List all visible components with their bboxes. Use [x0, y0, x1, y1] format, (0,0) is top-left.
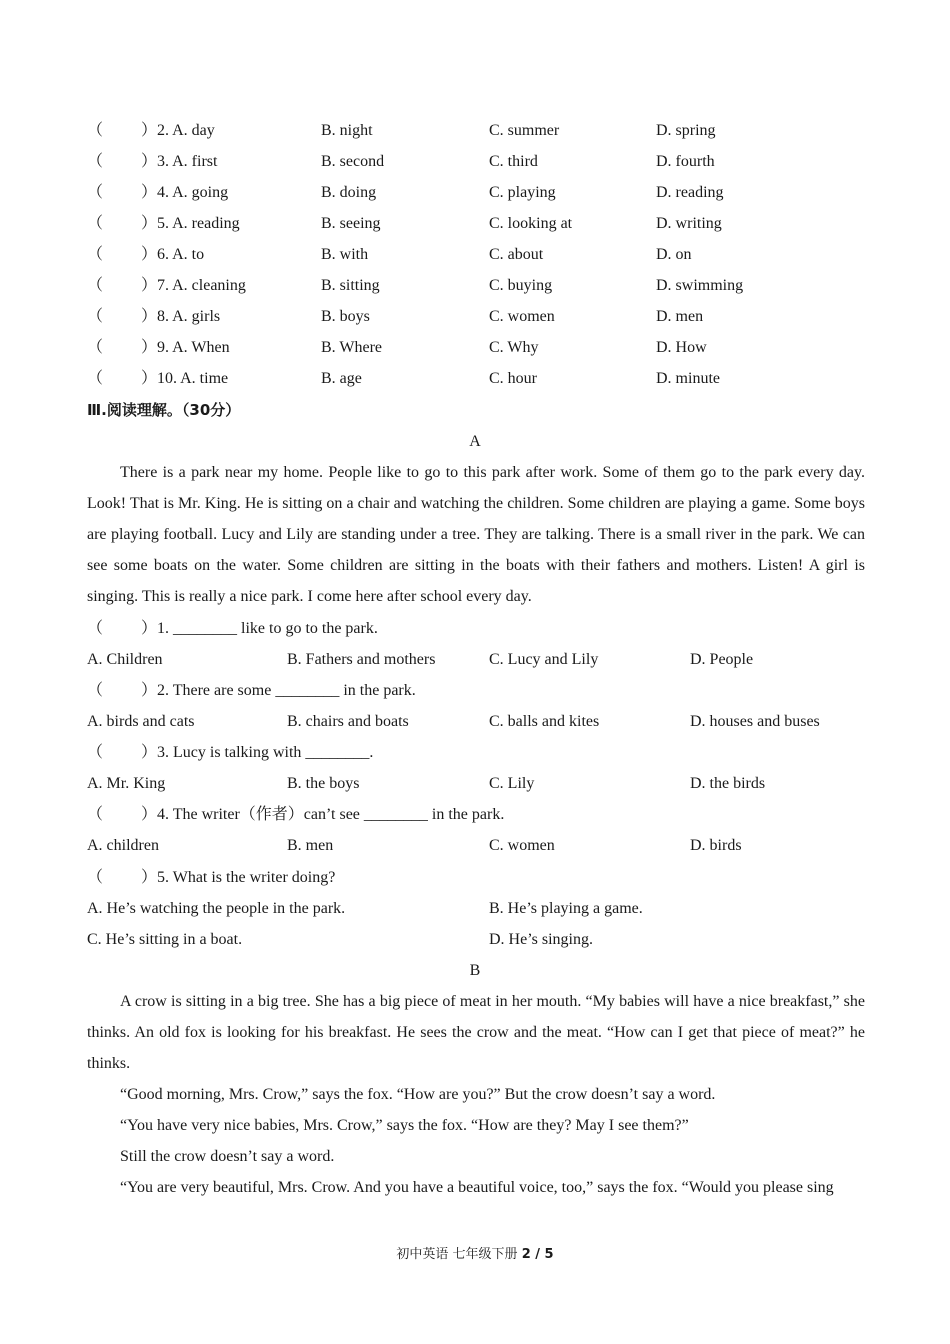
- answer-blank[interactable]: （: [87, 122, 104, 139]
- question-a2-options: [87, 706, 867, 737]
- passage-a-text: There is a park near my home. People like to go to this park after work. Some of them go to the park every day. Look! That is Mr. King. He is sitting on a chair and watching the children. Some children are playing a game. Some boys are playing football. Lucy and Lily are standing under a tree. They are talking. There is a small river in the park. We can see some boats on the water. Some children are sitting in the boats with their fathers and mothers. Listen! A girl is singing. This is really a nice park. I come here after school every day.: [87, 464, 865, 605]
- question-text: ）2. There are some ________ in the park.: [141, 682, 416, 699]
- answer-blank[interactable]: （: [87, 246, 104, 263]
- question-a3-options: [87, 768, 867, 799]
- option-c[interactable]: C. buying: [489, 277, 553, 294]
- option-c[interactable]: C. balls and kites: [489, 713, 600, 730]
- passage-b-paragraph-3: “You have very nice babies, Mrs. Crow,” says the fox. “How are they? May I see them?”: [120, 1117, 689, 1134]
- passage-b-paragraph-5: “You are very beautiful, Mrs. Crow. And you have a beautiful voice, too,” says the fox. “Would you please sing: [120, 1179, 834, 1196]
- question-a5: [87, 862, 867, 893]
- option-d[interactable]: D. He’s singing.: [489, 931, 593, 948]
- question-a5-options-row1: [87, 893, 867, 924]
- option-c[interactable]: C. hour: [489, 370, 537, 387]
- option-b[interactable]: B. age: [321, 370, 362, 387]
- option-b[interactable]: B. the boys: [287, 775, 360, 792]
- passage-b-label: B: [469, 962, 481, 979]
- option-d[interactable]: D. swimming: [656, 277, 744, 294]
- option-b[interactable]: B. Fathers and mothers: [287, 651, 436, 668]
- cloze-row: [87, 239, 867, 270]
- passage-b-paragraph-2: “Good morning, Mrs. Crow,” says the fox. “How are you?” But the crow doesn’t say a word.: [120, 1086, 716, 1103]
- footer-text: 初中英语 七年级下册: [396, 1247, 522, 1262]
- option-d[interactable]: D. on: [656, 246, 692, 263]
- question-text: ）1. ________ like to go to the park.: [141, 620, 378, 637]
- option-b[interactable]: B. second: [321, 153, 385, 170]
- question-a4: [87, 799, 867, 830]
- option-c[interactable]: C. women: [489, 837, 555, 854]
- option-c[interactable]: C. playing: [489, 184, 556, 201]
- cloze-row: [87, 270, 867, 301]
- option-a[interactable]: ）2. A. day: [141, 122, 215, 139]
- question-a1: [87, 613, 867, 644]
- option-a[interactable]: ）8. A. girls: [141, 308, 221, 325]
- option-d[interactable]: D. People: [690, 651, 754, 668]
- option-c[interactable]: C. Lucy and Lily: [489, 651, 599, 668]
- option-a[interactable]: A. birds and cats: [87, 713, 195, 730]
- option-d[interactable]: D. spring: [656, 122, 716, 139]
- option-a[interactable]: ）3. A. first: [141, 153, 218, 170]
- cloze-row: [87, 332, 867, 363]
- question-text: ）5. What is the writer doing?: [141, 869, 336, 886]
- section-3-title: Ⅲ.阅读理解。（30分）: [87, 401, 241, 419]
- option-d[interactable]: D. reading: [656, 184, 724, 201]
- option-a[interactable]: ）6. A. to: [141, 246, 205, 263]
- answer-blank[interactable]: （: [87, 869, 104, 886]
- answer-blank[interactable]: （: [87, 277, 104, 294]
- option-c[interactable]: C. looking at: [489, 215, 573, 232]
- cloze-row: [87, 301, 867, 332]
- page-footer: [0, 1245, 950, 1265]
- option-a[interactable]: ）7. A. cleaning: [141, 277, 246, 294]
- cloze-row: [87, 177, 867, 208]
- option-b[interactable]: B. boys: [321, 308, 370, 325]
- option-c[interactable]: C. summer: [489, 122, 560, 139]
- question-text: ）4. The writer（作者）can’t see ________ in the park.: [141, 806, 505, 823]
- option-b[interactable]: B. Where: [321, 339, 383, 356]
- question-a2: [87, 675, 867, 706]
- answer-blank[interactable]: （: [87, 153, 104, 170]
- option-c[interactable]: C. Why: [489, 339, 539, 356]
- option-d[interactable]: D. the birds: [690, 775, 766, 792]
- option-d[interactable]: D. men: [656, 308, 704, 325]
- option-c[interactable]: C. He’s sitting in a boat.: [87, 931, 243, 948]
- question-a3: [87, 737, 867, 768]
- option-a[interactable]: A. He’s watching the people in the park.: [87, 900, 346, 917]
- option-a[interactable]: ）9. A. When: [141, 339, 230, 356]
- option-b[interactable]: B. with: [321, 246, 369, 263]
- option-c[interactable]: C. third: [489, 153, 538, 170]
- option-a[interactable]: A. children: [87, 837, 159, 854]
- question-a4-options: [87, 830, 867, 861]
- option-a[interactable]: A. Mr. King: [87, 775, 166, 792]
- option-b[interactable]: B. sitting: [321, 277, 380, 294]
- cloze-row: [87, 363, 867, 394]
- option-d[interactable]: D. minute: [656, 370, 720, 387]
- option-b[interactable]: B. seeing: [321, 215, 381, 232]
- option-c[interactable]: C. Lily: [489, 775, 535, 792]
- option-a[interactable]: A. Children: [87, 651, 163, 668]
- option-b[interactable]: B. chairs and boats: [287, 713, 409, 730]
- option-d[interactable]: D. fourth: [656, 153, 715, 170]
- answer-blank[interactable]: （: [87, 339, 104, 356]
- answer-blank[interactable]: （: [87, 682, 104, 699]
- cloze-row: [87, 146, 867, 177]
- answer-blank[interactable]: （: [87, 744, 104, 761]
- question-text: ）3. Lucy is talking with ________.: [141, 744, 374, 761]
- question-a5-options-row2: [87, 924, 867, 955]
- answer-blank[interactable]: （: [87, 184, 104, 201]
- option-a[interactable]: ）4. A. going: [141, 184, 229, 201]
- answer-blank[interactable]: （: [87, 308, 104, 325]
- cloze-row: [87, 208, 867, 239]
- option-b[interactable]: B. men: [287, 837, 334, 854]
- question-a1-options: [87, 644, 867, 675]
- page-number: 2 / 5: [521, 1247, 554, 1262]
- option-d[interactable]: D. houses and buses: [690, 713, 820, 730]
- passage-a-label: A: [469, 433, 481, 450]
- answer-blank[interactable]: （: [87, 806, 104, 823]
- option-a[interactable]: ）5. A. reading: [141, 215, 240, 232]
- answer-blank[interactable]: （: [87, 215, 104, 232]
- answer-blank[interactable]: （: [87, 370, 104, 387]
- cloze-row: [87, 115, 867, 146]
- option-d[interactable]: D. writing: [656, 215, 722, 232]
- passage-b-paragraph-4: Still the crow doesn’t say a word.: [120, 1148, 335, 1165]
- option-b[interactable]: B. night: [321, 122, 373, 139]
- option-b[interactable]: B. He’s playing a game.: [489, 900, 643, 917]
- option-b[interactable]: B. doing: [321, 184, 377, 201]
- option-d[interactable]: D. birds: [690, 837, 742, 854]
- answer-blank[interactable]: （: [87, 620, 104, 637]
- option-d[interactable]: D. How: [656, 339, 707, 356]
- option-c[interactable]: C. about: [489, 246, 544, 263]
- option-a[interactable]: ）10. A. time: [141, 370, 229, 387]
- option-c[interactable]: C. women: [489, 308, 555, 325]
- passage-b-paragraph-1: A crow is sitting in a big tree. She has a big piece of meat in her mouth. “My babies will have a nice breakfast,” she thinks. An old fox is looking for his breakfast. He sees the crow and the meat. “How can I get that piece of meat?” he thinks.: [87, 993, 865, 1072]
